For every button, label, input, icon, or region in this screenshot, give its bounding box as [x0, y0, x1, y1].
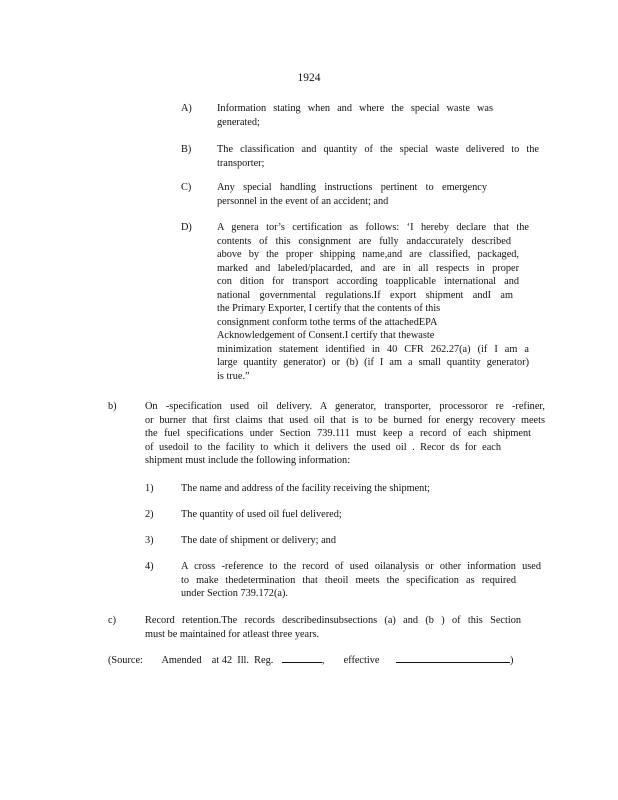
item-line: shipment must include the following information: [145, 455, 351, 466]
item-line: minimization statement identified in 40 CFR 262.27(a) (if I am a [217, 343, 529, 355]
item-line: On -specification used oil delivery. A generator, transporter, processoror re -refiner, [145, 401, 545, 412]
item-line: of usedoil to the facility to which it delivers the used oil . Recor ds for each [145, 441, 501, 453]
item-line: to make thedetermination that theoil meets the specification as required [181, 574, 516, 586]
item-line: Information stating when and where the special waste was [217, 103, 493, 114]
item-line: must be maintained for atleast three years. [145, 628, 320, 640]
item-line: consignment conform tothe terms of the attachedEPA [217, 316, 438, 328]
effective-date-blank [396, 653, 510, 663]
item-label: 3) [145, 535, 154, 546]
item-line: transporter; [217, 157, 265, 169]
register-page-blank [282, 653, 322, 663]
source-comma: , [321, 655, 325, 666]
item-label: c) [108, 615, 116, 626]
item-line: con dition for transport according toapplicable international and [217, 276, 519, 287]
item-line: generated; [217, 116, 260, 128]
item-line: The classification and quantity of the special waste delivered to the [217, 144, 539, 155]
item-label: 1) [145, 483, 154, 494]
item-line: The quantity of used oil fuel delivered; [181, 509, 342, 520]
item-label: C) [181, 182, 192, 193]
item-label: b) [108, 401, 117, 412]
item-line: A genera tor’s certification as follows: ‘I hereby declare that the [217, 222, 529, 233]
item-line: or burner that first claims that used oil that is to be burned for energy recovery meets [145, 414, 545, 426]
item-label: 4) [145, 561, 154, 572]
item-line: is true.” [217, 370, 250, 382]
item-line: the Primary Exporter, I certify that the contents of this [217, 303, 441, 314]
item-line: national governmental regulations.If export shipment andI am [217, 289, 513, 301]
item-label: D) [181, 222, 192, 233]
item-line: the fuel specifications under Section 739.111 must keep a record of each shipment [145, 428, 531, 439]
item-line: large quantity generator) or (b) (if I am a small quantity generator) [217, 357, 529, 368]
item-line: above by the proper shipping name,and are classified, packaged, [217, 249, 519, 260]
source-note [108, 653, 513, 666]
item-line: marked and labeled/placarded, and are in all respects in proper [217, 262, 519, 274]
item-line: contents of this consignment are fully andaccurately described [217, 235, 511, 247]
item-label: B) [181, 144, 192, 155]
source-amended: Amended at 42 Ill. Reg. [161, 655, 274, 666]
item-line: The date of shipment or delivery; and [181, 535, 336, 546]
item-line: A cross -reference to the record of used oilanalysis or other information used [181, 561, 541, 572]
item-line: Record retention.The records describedinsubsections (a) and (b ) of this Section [145, 615, 521, 626]
source-prefix: (Source: [108, 655, 143, 666]
item-label: 2) [145, 509, 154, 520]
source-suffix: ) [510, 655, 514, 666]
item-line: under Section 739.172(a). [181, 588, 288, 599]
item-line: personnel in the event of an accident; and [217, 195, 389, 207]
item-line: Any special handling instructions pertinent to emergency [217, 182, 487, 193]
item-line: The name and address of the facility receiving the shipment; [181, 483, 431, 494]
page-number: 1924 [297, 72, 321, 84]
item-label: A) [181, 103, 192, 114]
item-line: Acknowledgement of Consent.I certify that thewaste [217, 330, 435, 341]
source-effective: effective [343, 655, 380, 666]
